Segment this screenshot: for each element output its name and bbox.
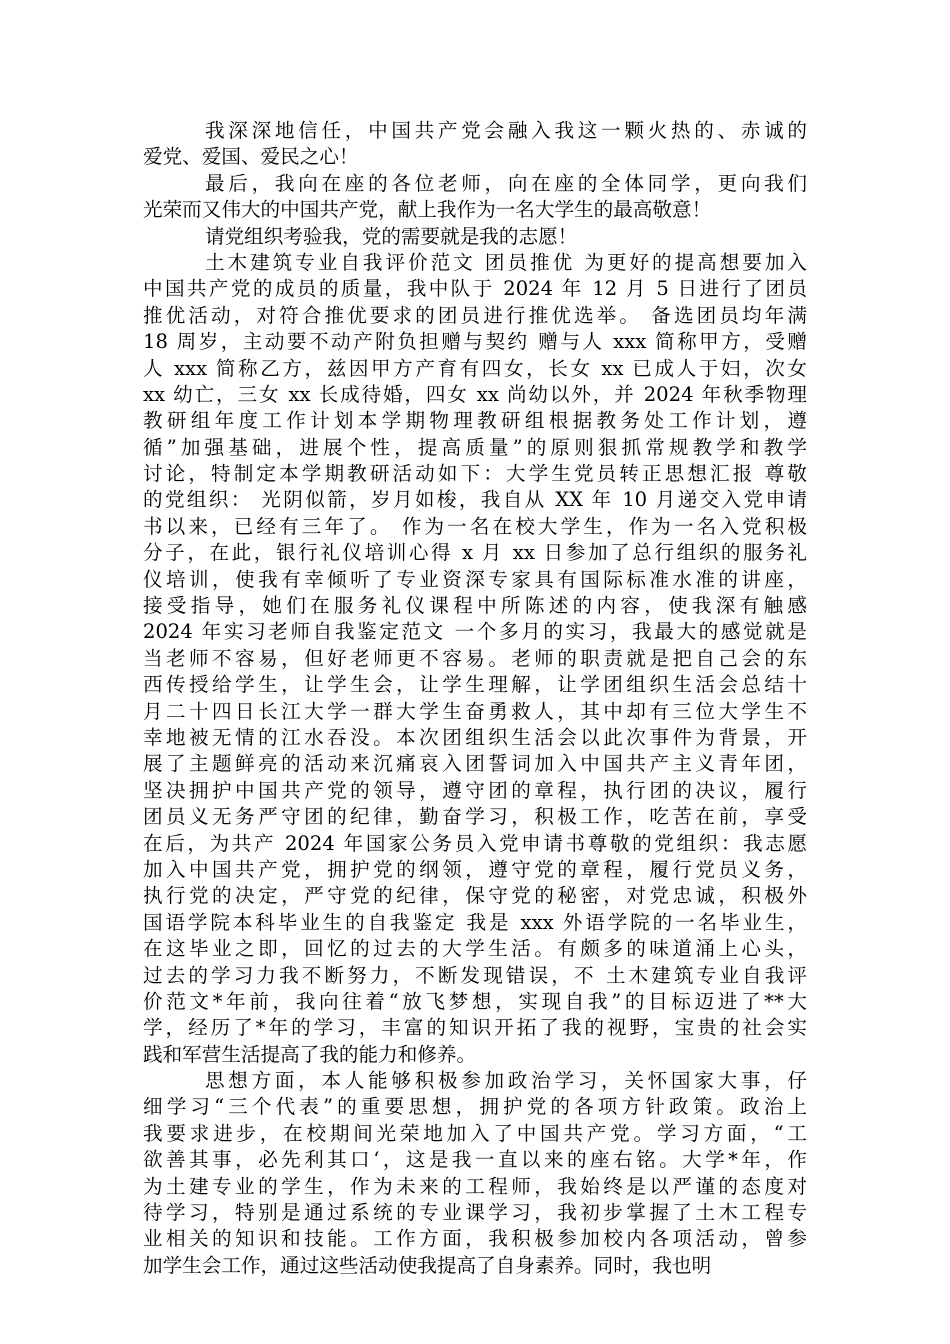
text-line: 循”加强基础，进展个性，提高质量”的原则狠抓常规教学和教学 [143,435,807,459]
text-line: 最后，我向在座的各位老师，向在座的全体同学，更向我们 [205,171,807,195]
text-line: 接受指导，她们在服务礼仪课程中所陈述的内容，使我深有触感 [143,594,807,618]
text-line: 为土建专业的学生，作为未来的工程师，我始终是以严谨的态度对 [143,1174,807,1198]
text-line: 讨论，特制定本学期教研活动如下：大学生党员转正思想汇报 尊敬 [143,462,807,486]
text-line: 在后，为共产 2024 年国家公务员入党申请书尊敬的党组织：我志愿 [143,831,807,855]
text-line: 思想方面，本人能够积极参加政治学习，关怀国家大事，仔 [205,1069,807,1093]
text-line: 中国共产党的成员的质量，我中队于 2024 年 12 月 5 日进行了团员 [143,277,807,301]
text-line: 请党组织考验我，党的需要就是我的志愿！ [205,224,578,248]
text-line: 加入中国共产党，拥护党的纲领，遵守党的章程，履行党员义务， [143,857,807,881]
text-line: 月二十四日长江大学一群大学生奋勇救人，其中却有三位大学生不 [143,699,807,723]
text-line: 幸地被无情的江水吞没。本次团组织生活会以此次事件为背景，开 [143,725,807,749]
text-line: 过去的学习力我不断努力，不断发现错误，不 土木建筑专业自我评 [143,963,807,987]
text-line: 推优活动，对符合推优要求的团员进行推优选举。 备选团员均年满 [143,303,807,327]
text-line: 我要求进步，在校期间光荣地加入了中国共产党。学习方面，“工 [143,1121,807,1145]
text-line: 当老师不容易，但好老师更不容易。老师的职责就是把自己会的东 [143,646,807,670]
text-line: 加学生会工作，通过这些活动使我提高了自身素养。同时，我也明 [143,1253,712,1277]
document-page [143,118,807,1279]
paragraph [143,171,807,224]
text-line: 细学习“三个代表”的重要思想，拥护党的各项方针政策。政治上 [143,1095,807,1119]
text-line: 在这毕业之即，回忆的过去的大学生活。有颇多的味道涌上心头， [143,937,807,961]
paragraph [143,1068,807,1279]
text-line: 欲善其事，必先利其口‘，这是我一直以来的座右铭。大学*年，作 [143,1148,807,1172]
text-line: 光荣而又伟大的中国共产党，献上我作为一名大学生的最高敬意！ [143,198,712,222]
paragraph [143,250,807,1068]
text-line: 的党组织： 光阴似箭，岁月如梭，我自从 XX 年 10 月递交入党申请 [143,488,807,512]
text-line: 国语学院本科毕业生的自我鉴定 我是 xxx 外语学院的一名毕业生， [143,910,807,934]
text-line: 我深深地信任，中国共产党会融入我这一颗火热的、赤诚的 [205,119,807,142]
text-line: 西传授给学生，让学生会，让学生理解，让学团组织生活会总结十 [143,673,807,697]
text-line: 展了主题鲜亮的活动来沉痛哀入团誓词加入中国共产主义青年团， [143,752,807,776]
text-line: 爱党、爱国、爱民之心！ [143,145,359,169]
text-line: 学，经历了*年的学习，丰富的知识开拓了我的视野，宝贵的社会实 [143,1016,807,1040]
text-line: 执行党的决定，严守党的纪律，保守党的秘密，对党忠诚，积极外 [143,884,807,908]
text-line: 分子，在此，银行礼仪培训心得 x 月 xx 日参加了总行组织的服务礼 [143,541,807,565]
text-line: 土木建筑专业自我评价范文 团员推优 为更好的提高想要加入 [205,250,807,274]
text-line: 18 周岁，主动要不动产附负担赠与契约 赠与人 xxx 简称甲方，受赠 [143,330,807,354]
paragraph [143,224,807,250]
text-line: 待学习，特别是通过系统的专业课学习，我初步掌握了土木工程专 [143,1201,807,1225]
text-line: 团员义无务严守团的纪律，勤奋学习，积极工作，吃苦在前，享受 [143,805,807,829]
text-line: 践和军营生活提高了我的能力和修养。 [143,1042,477,1066]
text-line: 书以来，已经有三年了。 作为一名在校大学生，作为一名入党积极 [143,514,807,538]
text-line: 2024 年实习老师自我鉴定范文 一个多月的实习，我最大的感觉就是 [143,620,807,644]
text-line: 人 xxx 简称乙方，兹因甲方产育有四女，长女 xx 已成人于妇，次女 [143,356,807,380]
text-line: 业相关的知识和技能。工作方面，我积极参加校内各项活动，曾参 [143,1227,807,1251]
text-line: xx 幼亡，三女 xx 长成待婚，四女 xx 尚幼以外，并 2024 年秋季物理 [143,382,807,406]
text-line: 坚决拥护中国共产党的领导，遵守团的章程，执行团的决议，履行 [143,778,807,802]
text-line: 价范文*年前，我向往着“放飞梦想，实现自我”的目标迈进了**大 [143,989,807,1013]
paragraph [143,118,807,171]
text-line: 仪培训，使我有幸倾听了专业资深专家具有国际标准水准的讲座， [143,567,807,591]
text-line: 教研组年度工作计划本学期物理教研组根据教务处工作计划，遵 [143,409,807,433]
